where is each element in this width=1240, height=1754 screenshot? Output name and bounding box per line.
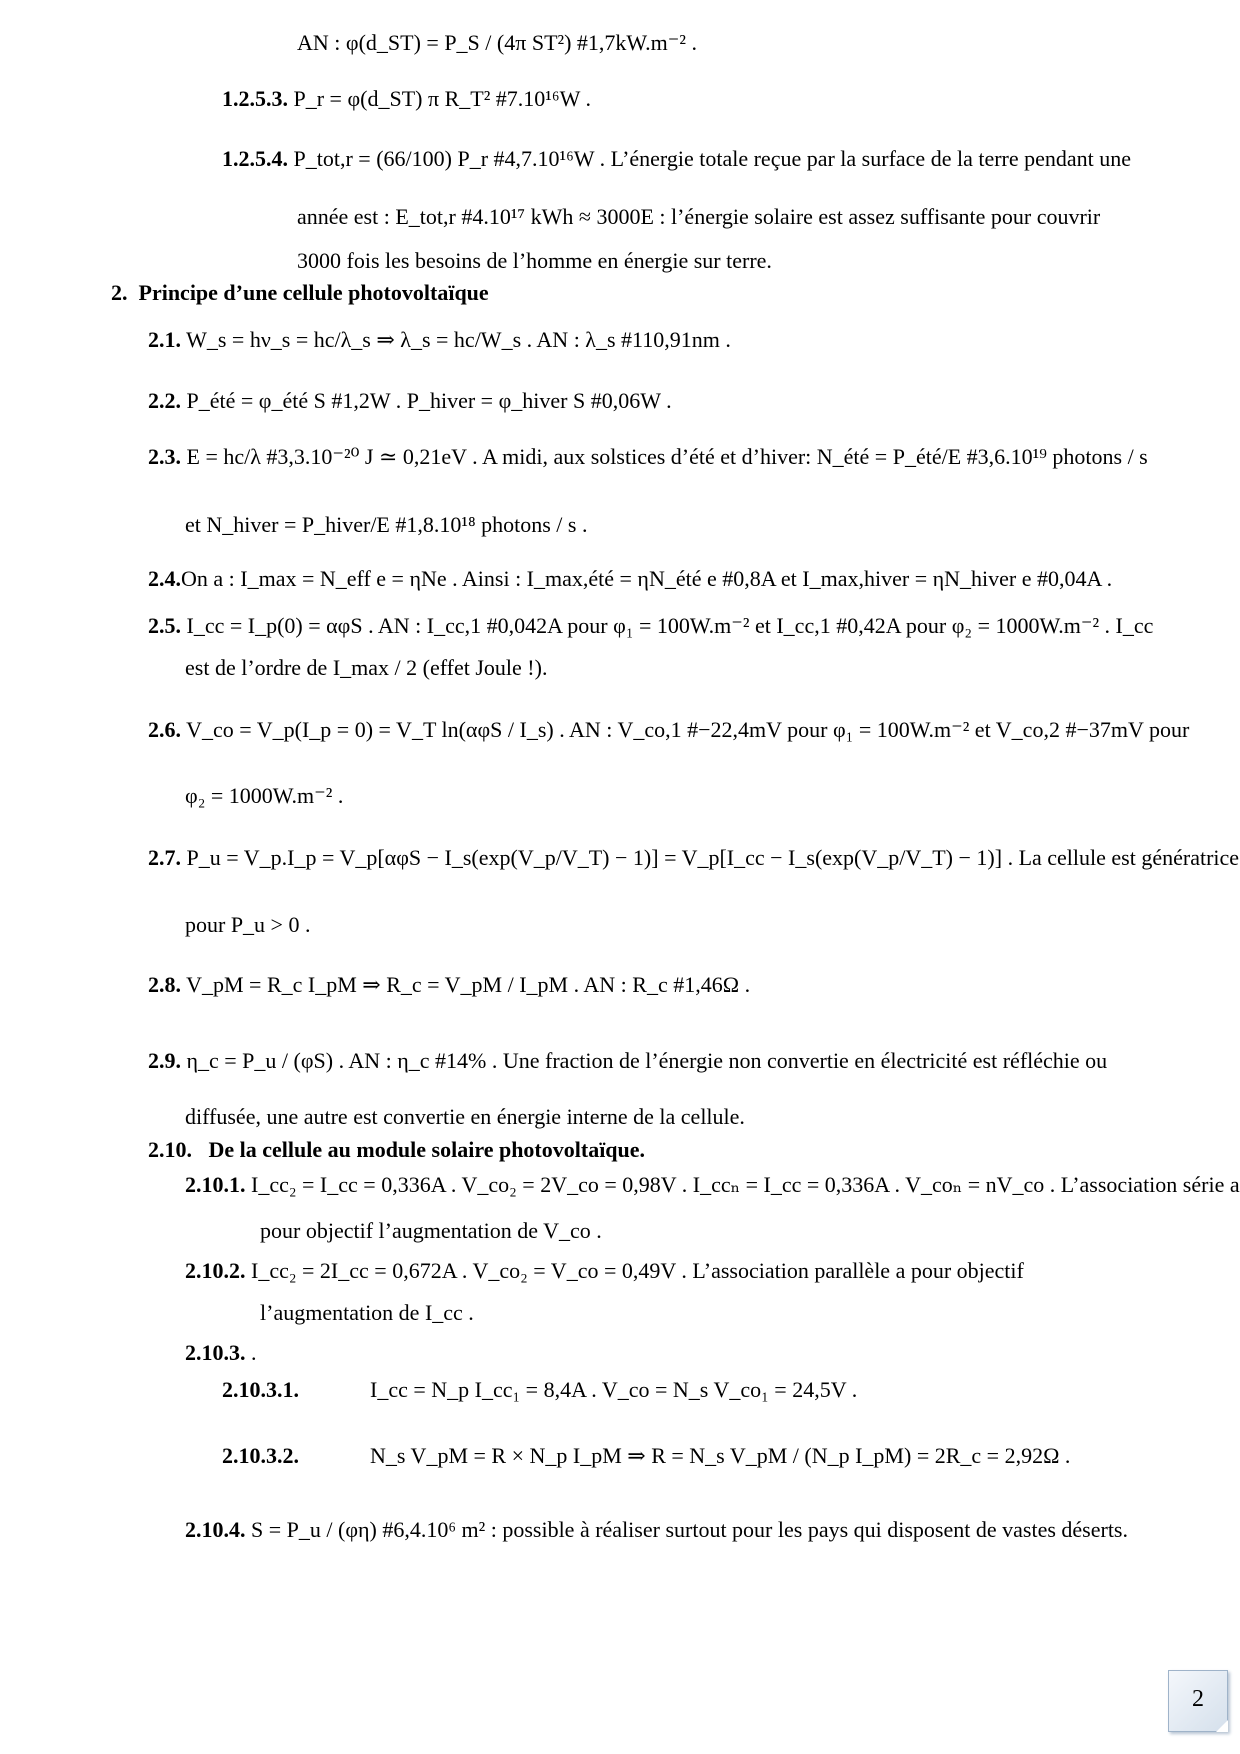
line-2-10-1: 2.10.1. I_cc₂ = I_cc = 0,336A . V_co₂ = 2V_co = 0,98V . I_ccₙ = I_cc = 0,336A . V_coₙ = nV_co . L’association série a (185, 1172, 1240, 1197)
line-2-7: 2.7. P_u = V_p.I_p = V_p[αφS − I_s(exp(V_p/V_T) − 1)] = V_p[I_cc − I_s(exp(V_p/V_T) − 1)] . La cellule est génératrice (148, 845, 1240, 870)
section-2-heading: 2. Principe d’une cellule photovoltaïque (111, 280, 489, 305)
line-2-5: 2.5. I_cc = I_p(0) = αφS . AN : I_cc,1 #0,042A pour φ₁ = 100W.m⁻² et I_cc,1 #0,42A pour φ₂ = 1000W.m⁻² . I_cc (148, 613, 1154, 638)
line-2-1: 2.1. W_s = hν_s = hc/λ_s ⇒ λ_s = hc/W_s . AN : λ_s #110,91nm . (148, 327, 731, 352)
line-2-10-3: 2.10.3. . (185, 1340, 257, 1365)
item-label: 1.2.5.4. (222, 146, 288, 171)
line-1-2-5-4: 1.2.5.4. P_tot,r = (66/100) P_r #4,7.10¹⁶W . L’énergie totale reçue par la surface de la terre pendant une (222, 146, 1132, 171)
line-2-2: 2.2. P_été = φ_été S #1,2W . P_hiver = φ_hiver S #0,06W . (148, 388, 672, 413)
line-2-10-3-1: 2.10.3.1. I_cc = N_p I_cc₁ = 8,4A . V_co = N_s V_co₁ = 24,5V . (222, 1377, 858, 1402)
section-2-10-heading: 2.10. De la cellule au module solaire photovoltaïque. (148, 1137, 646, 1162)
line-2-10-2-cont: l’augmentation de I_cc . (260, 1300, 474, 1325)
line-2-10-2: 2.10.2. I_cc₂ = 2I_cc = 0,672A . V_co₂ = V_co = 0,49V . L’association parallèle a pour objectif (185, 1258, 1024, 1283)
item-label: 1.2.5.3. (222, 86, 288, 111)
line-2-4: 2.4.On a : I_max = N_eff e = ηNe . Ainsi : I_max,été = ηN_été e #0,8A et I_max,hiver = ηN_hiver e #0,04A . (148, 566, 1113, 591)
line-1-2-5-3: 1.2.5.3. P_r = φ(d_ST) π R_T² #7.10¹⁶W . (222, 86, 591, 111)
line-2-6: 2.6. V_co = V_p(I_p = 0) = V_T ln(αφS / I_s) . AN : V_co,1 #−22,4mV pour φ₁ = 100W.m⁻² et V_co,2 #−37mV pour (148, 717, 1190, 742)
line-3000-fois: 3000 fois les besoins de l’homme en énergie sur terre. (297, 248, 772, 273)
line-2-8: 2.8. V_pM = R_c I_pM ⇒ R_c = V_pM / I_pM . AN : R_c #1,46Ω . (148, 972, 751, 997)
line-2-10-3-2: 2.10.3.2. N_s V_pM = R × N_p I_pM ⇒ R = N_s V_pM / (N_p I_pM) = 2R_c = 2,92Ω . (222, 1443, 1071, 1468)
page-number: 2 (1168, 1670, 1228, 1732)
line-2-9: 2.9. η_c = P_u / (φS) . AN : η_c #14% . Une fraction de l’énergie non convertie en électricité est réfléchie ou (148, 1048, 1108, 1073)
line-2-7-cont: pour P_u > 0 . (185, 912, 311, 937)
line-an-phi: AN : φ(d_ST) = P_S / (4π ST²) #1,7kW.m⁻² . (297, 30, 697, 55)
line-annee: année est : E_tot,r #4.10¹⁷ kWh ≈ 3000E : l’énergie solaire est assez suffisante pour couvrir (297, 204, 1101, 229)
line-2-5-cont: est de l’ordre de I_max / 2 (effet Joule !). (185, 655, 548, 680)
line-2-3-cont: et N_hiver = P_hiver/E #1,8.10¹⁸ photons / s . (185, 512, 588, 537)
line-2-3: 2.3. E = hc/λ #3,3.10⁻²⁰ J ≃ 0,21eV . A midi, aux solstices d’été et d’hiver: N_été = P_été/E #3,6.10¹⁹ photons / s (148, 444, 1148, 469)
line-2-9-cont: diffusée, une autre est convertie en énergie interne de la cellule. (185, 1104, 745, 1129)
line-2-6-cont: φ₂ = 1000W.m⁻² . (185, 783, 344, 808)
line-2-10-4: 2.10.4. S = P_u / (φη) #6,4.10⁶ m² : possible à réaliser surtout pour les pays qui disposent de vastes déserts. (185, 1517, 1128, 1542)
line-2-10-1-cont: pour objectif l’augmentation de V_co . (260, 1218, 602, 1243)
